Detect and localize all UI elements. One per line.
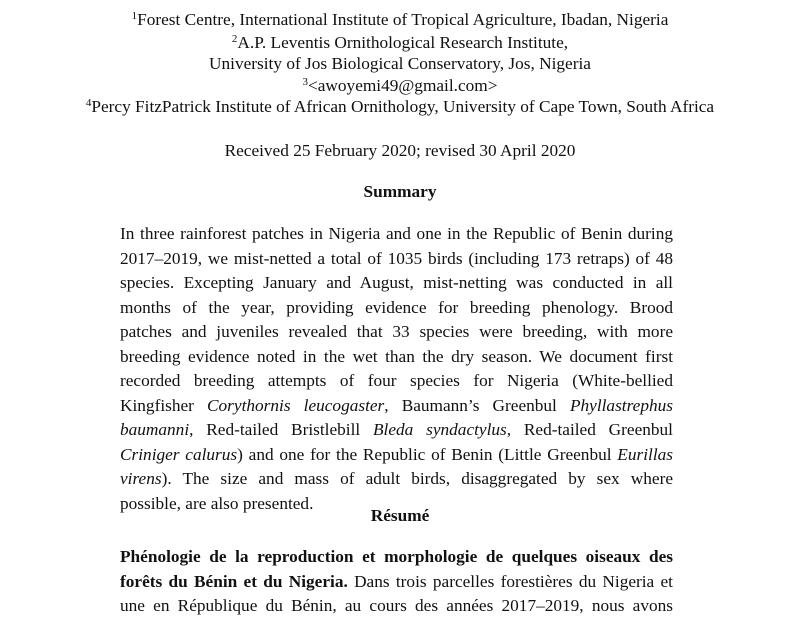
- text-segment: In three rainforest patches in Nigeria and one in the Republic of Benin during: [120, 224, 673, 243]
- text-segment: une en République du Bénin, au cours des années 2017–2019, nous avons: [120, 596, 673, 615]
- text-line: [120, 345, 673, 370]
- text-line: [120, 467, 673, 492]
- text-line: [120, 320, 673, 345]
- species-name: Eurillas: [617, 444, 673, 464]
- text-line: [120, 594, 673, 619]
- summary-heading: Summary: [363, 182, 437, 201]
- summary-paragraph: [120, 222, 673, 516]
- text-line: [120, 222, 673, 247]
- text-segment: breeding evidence noted in the wet than the dry season. We document first: [120, 346, 673, 366]
- affiliation-line: [0, 33, 800, 53]
- affiliation-mark: 2: [231, 33, 238, 45]
- text-segment: 2017–2019, we mist-netted a total of 1035 birds (including 173 retraps) of 48: [120, 248, 673, 268]
- text-segment: months of the year, providing evidence for breeding phenology. Brood: [120, 297, 673, 317]
- text-segment: species. Excepting January and August, mist-netting was conducted in all: [120, 273, 673, 292]
- text-line: [120, 296, 673, 321]
- text-segment: Red-tailed Bristlebill: [193, 420, 373, 439]
- text-segment: recorded breeding attempts of four species for Nigeria (White-bellied: [120, 371, 673, 390]
- text-line: [120, 369, 673, 394]
- affiliation-mark: 3: [302, 76, 309, 88]
- text-line: [120, 394, 673, 419]
- affiliation-text: A.P. Leventis Ornithological Research Institute,: [237, 33, 569, 52]
- affiliation-text: University of Jos Biological Conservatory, Jos, Nigeria: [209, 54, 591, 73]
- species-name: Criniger calurus: [120, 444, 238, 464]
- text-line: [120, 570, 673, 595]
- text-segment: possible, are also presented.: [120, 493, 314, 513]
- text-segment: , Red-tailed Greenbul: [506, 420, 673, 439]
- affiliation-mark: 4: [85, 97, 92, 109]
- affiliation-line: [0, 54, 800, 74]
- text-line: [120, 545, 673, 570]
- affiliation-line: [0, 10, 800, 30]
- species-name: virens: [120, 469, 162, 488]
- text-line: [120, 443, 673, 468]
- species-name: Corythornis leucogaster: [207, 395, 385, 415]
- text-segment: ) and one for the Republic of Benin (Little Greenbul: [237, 444, 618, 464]
- affiliation-line: [0, 97, 800, 117]
- species-name: baumanni,: [120, 420, 194, 439]
- species-name: Phyllastrephus: [569, 395, 673, 415]
- affiliation-text: <awoyemi49@gmail.com>: [308, 76, 498, 95]
- text-segment: Kingfisher: [120, 395, 208, 415]
- affiliation-mark: 1: [131, 10, 138, 22]
- affiliation-line: [0, 76, 800, 96]
- text-segment: Dans trois parcelles forestières du Nigeria et: [347, 571, 673, 591]
- bold-title: Phénologie de la reproduction et morphologie de quelques oiseaux des: [120, 547, 673, 566]
- text-line: [120, 247, 673, 272]
- resume-heading: Résumé: [370, 506, 430, 525]
- resume-paragraph: [120, 545, 673, 619]
- affiliation-text: Forest Centre, International Institute of Tropical Agriculture, Ibadan, Nigeria: [137, 10, 669, 29]
- text-segment: , Baumann’s Greenbul: [384, 395, 570, 415]
- received-date: Received 25 February 2020; revised 30 April 2020: [224, 141, 576, 160]
- bold-title: forêts du Bénin et du Nigeria.: [120, 571, 348, 591]
- text-segment: patches and juveniles revealed that 33 species were breeding, with more: [120, 322, 673, 341]
- text-line: [120, 271, 673, 296]
- affiliation-text: Percy FitzPatrick Institute of African Ornithology, University of Cape Town, South Africa: [91, 97, 715, 116]
- text-segment: ). The size and mass of adult birds, disaggregated by sex where: [161, 469, 673, 488]
- text-line: [120, 418, 673, 443]
- species-name: Bleda syndactylus: [373, 420, 507, 439]
